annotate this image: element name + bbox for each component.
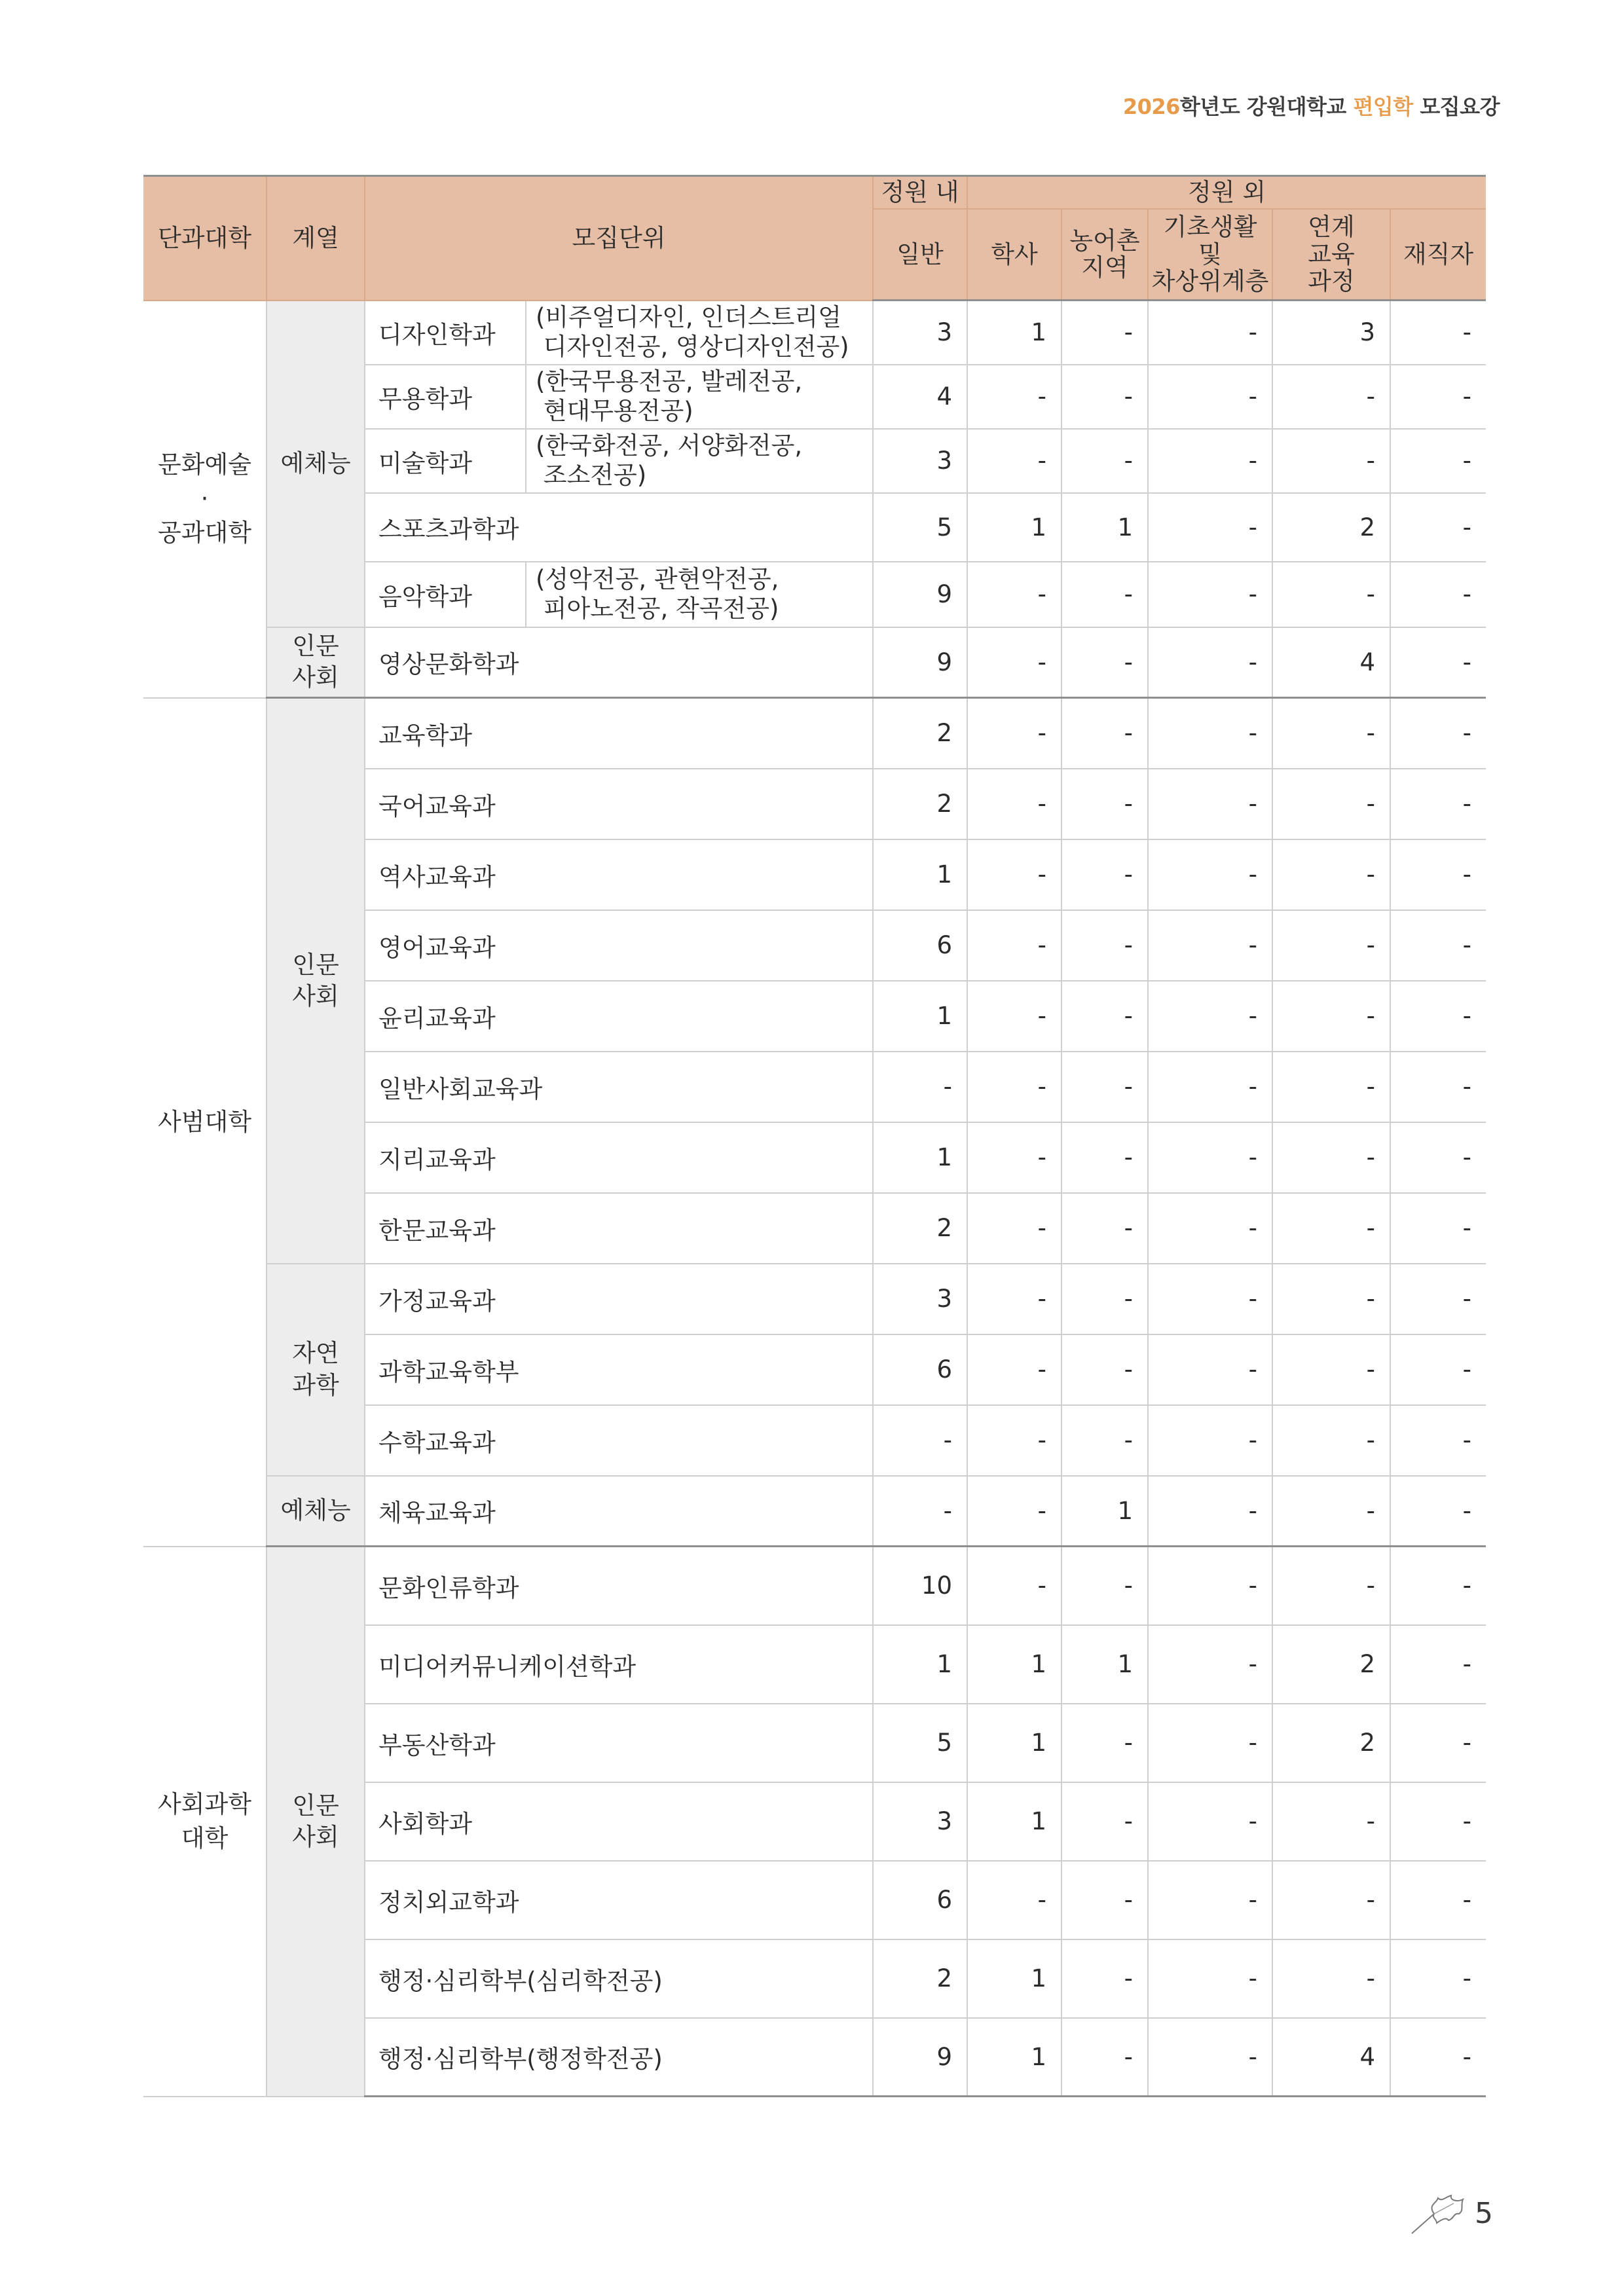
quota-linked-cell: - — [1272, 698, 1390, 769]
quota-employed-cell: - — [1390, 1334, 1486, 1405]
quota-bachelor-cell: - — [967, 698, 1061, 769]
quota-general-cell: 9 — [873, 562, 967, 627]
quota-basic-cell: - — [1148, 1476, 1272, 1547]
quota-bachelor-cell: - — [967, 910, 1061, 981]
quota-bachelor-cell: - — [967, 1547, 1061, 1625]
quota-rural-cell: - — [1061, 365, 1148, 429]
quota-rural-cell: 1 — [1061, 493, 1148, 562]
quota-rural-cell: - — [1061, 301, 1148, 365]
quota-rural-cell: - — [1061, 1939, 1148, 2018]
quota-bachelor-cell: 1 — [967, 493, 1061, 562]
dept-cell: 체육교육과 — [365, 1476, 873, 1547]
quota-employed-cell: - — [1390, 1264, 1486, 1334]
quota-general-cell: 6 — [873, 1334, 967, 1405]
quota-general-cell: 2 — [873, 1193, 967, 1264]
quota-general-cell: 3 — [873, 301, 967, 365]
quota-employed-cell: - — [1390, 1704, 1486, 1782]
series-cell: 인문 사회 — [267, 627, 365, 698]
quota-linked-cell: - — [1272, 910, 1390, 981]
quota-bachelor-cell: - — [967, 1476, 1061, 1547]
quota-basic-cell: - — [1148, 1264, 1272, 1334]
quota-rural-cell: - — [1061, 698, 1148, 769]
quota-linked-cell: - — [1272, 1861, 1390, 1939]
quota-bachelor-cell: - — [967, 1334, 1061, 1405]
quota-rural-cell: - — [1061, 1122, 1148, 1193]
quota-general-cell: - — [873, 1405, 967, 1476]
quota-employed-cell: - — [1390, 1782, 1486, 1861]
dept-cell: 과학교육학부 — [365, 1334, 873, 1405]
quota-employed-cell: - — [1390, 365, 1486, 429]
quota-employed-cell: - — [1390, 562, 1486, 627]
quota-general-cell: 1 — [873, 1122, 967, 1193]
quota-bachelor-cell: - — [967, 1264, 1061, 1334]
quota-basic-cell: - — [1148, 1052, 1272, 1122]
college-cell: 문화예술 · 공과대학 — [143, 301, 267, 698]
quota-basic-cell: - — [1148, 1861, 1272, 1939]
table-row — [143, 1547, 1486, 1625]
series-cell: 인문 사회 — [267, 698, 365, 1264]
quota-rural-cell: 1 — [1061, 1625, 1148, 1704]
quota-basic-cell: - — [1148, 1193, 1272, 1264]
header-highlight: 편입학 — [1353, 94, 1413, 119]
quota-linked-cell: 2 — [1272, 1625, 1390, 1704]
quota-linked-cell: - — [1272, 1939, 1390, 2018]
quota-basic-cell: - — [1148, 627, 1272, 698]
series-cell: 예체능 — [267, 301, 365, 627]
dept-cell: 역사교육과 — [365, 839, 873, 910]
quota-employed-cell: - — [1390, 1939, 1486, 2018]
quota-basic-cell: - — [1148, 839, 1272, 910]
quota-basic-cell: - — [1148, 1704, 1272, 1782]
dept-cell: 디자인학과 — [365, 301, 526, 365]
quota-rural-cell: - — [1061, 1782, 1148, 1861]
quota-linked-cell: - — [1272, 981, 1390, 1052]
dept-cell: 스포츠과학과 — [365, 493, 873, 562]
page-header — [1123, 90, 1500, 120]
quota-employed-cell: - — [1390, 1476, 1486, 1547]
quota-general-cell: 3 — [873, 1782, 967, 1861]
quota-employed-cell: - — [1390, 1122, 1486, 1193]
quota-linked-cell: - — [1272, 1052, 1390, 1122]
dept-cell: 영상문화학과 — [365, 627, 873, 698]
quota-bachelor-cell: - — [967, 365, 1061, 429]
quota-rural-cell: - — [1061, 1052, 1148, 1122]
quota-rural-cell: - — [1061, 1861, 1148, 1939]
dept-cell: 미디어커뮤니케이션학과 — [365, 1625, 873, 1704]
quota-bachelor-cell: - — [967, 1122, 1061, 1193]
quota-employed-cell: - — [1390, 839, 1486, 910]
series-cell: 자연 과학 — [267, 1264, 365, 1476]
table-row — [143, 698, 1486, 769]
major-cell: (한국무용전공, 발레전공, 현대무용전공) — [526, 365, 873, 429]
col-bachelor: 학사 — [967, 209, 1061, 301]
quota-bachelor-cell: - — [967, 1405, 1061, 1476]
quota-basic-cell: - — [1148, 493, 1272, 562]
col-unit: 모집단위 — [365, 176, 873, 301]
quota-general-cell: - — [873, 1052, 967, 1122]
quota-rural-cell: - — [1061, 429, 1148, 493]
quota-employed-cell: - — [1390, 769, 1486, 839]
quota-general-cell: - — [873, 1476, 967, 1547]
quota-linked-cell: - — [1272, 1547, 1390, 1625]
quota-linked-cell: - — [1272, 1193, 1390, 1264]
col-basic: 기초생활 및 차상위계층 — [1148, 209, 1272, 301]
quota-bachelor-cell: - — [967, 562, 1061, 627]
quota-rural-cell: - — [1061, 910, 1148, 981]
col-employed: 재직자 — [1390, 209, 1486, 301]
quota-employed-cell: - — [1390, 1405, 1486, 1476]
quota-employed-cell: - — [1390, 1625, 1486, 1704]
col-series: 계열 — [267, 176, 365, 301]
quota-bachelor-cell: 1 — [967, 1782, 1061, 1861]
quota-linked-cell: 3 — [1272, 301, 1390, 365]
college-cell: 사회과학 대학 — [143, 1547, 267, 2097]
quota-general-cell: 9 — [873, 2018, 967, 2097]
quota-linked-cell: - — [1272, 1476, 1390, 1547]
quota-bachelor-cell: 1 — [967, 1625, 1061, 1704]
page-number: 5 — [1475, 2197, 1493, 2230]
quota-employed-cell: - — [1390, 1193, 1486, 1264]
admission-quota-table — [143, 175, 1486, 2097]
quota-rural-cell: - — [1061, 627, 1148, 698]
quota-bachelor-cell: 1 — [967, 2018, 1061, 2097]
quota-general-cell: 1 — [873, 839, 967, 910]
quota-rural-cell: - — [1061, 1264, 1148, 1334]
table-row — [143, 301, 1486, 365]
quota-bachelor-cell: - — [967, 627, 1061, 698]
quota-linked-cell: 4 — [1272, 2018, 1390, 2097]
dept-cell: 국어교육과 — [365, 769, 873, 839]
oak-leaf-icon — [1408, 2190, 1466, 2236]
series-cell: 인문 사회 — [267, 1547, 365, 2097]
dept-cell: 지리교육과 — [365, 1122, 873, 1193]
quota-basic-cell: - — [1148, 365, 1272, 429]
col-linked: 연계 교육 과정 — [1272, 209, 1390, 301]
dept-cell: 교육학과 — [365, 698, 873, 769]
quota-employed-cell: - — [1390, 698, 1486, 769]
quota-linked-cell: 2 — [1272, 1704, 1390, 1782]
quota-basic-cell: - — [1148, 1122, 1272, 1193]
quota-basic-cell: - — [1148, 698, 1272, 769]
quota-linked-cell: - — [1272, 769, 1390, 839]
dept-cell: 영어교육과 — [365, 910, 873, 981]
quota-general-cell: 6 — [873, 1861, 967, 1939]
quota-linked-cell: 4 — [1272, 627, 1390, 698]
quota-bachelor-cell: - — [967, 1193, 1061, 1264]
quota-rural-cell: - — [1061, 839, 1148, 910]
dept-cell: 행정·심리학부(행정학전공) — [365, 2018, 873, 2097]
dept-cell: 부동산학과 — [365, 1704, 873, 1782]
quota-linked-cell: - — [1272, 365, 1390, 429]
dept-cell: 미술학과 — [365, 429, 526, 493]
quota-employed-cell: - — [1390, 493, 1486, 562]
quota-bachelor-cell: - — [967, 839, 1061, 910]
quota-general-cell: 6 — [873, 910, 967, 981]
quota-bachelor-cell: 1 — [967, 1939, 1061, 2018]
col-general: 일반 — [873, 209, 967, 301]
major-cell: (성악전공, 관현악전공, 피아노전공, 작곡전공) — [526, 562, 873, 627]
quota-general-cell: 2 — [873, 1939, 967, 2018]
quota-employed-cell: - — [1390, 981, 1486, 1052]
table-row — [143, 1476, 1486, 1547]
quota-basic-cell: - — [1148, 981, 1272, 1052]
table-row — [143, 1264, 1486, 1334]
quota-employed-cell: - — [1390, 2018, 1486, 2097]
dept-cell: 가정교육과 — [365, 1264, 873, 1334]
quota-bachelor-cell: - — [967, 1052, 1061, 1122]
quota-bachelor-cell: - — [967, 429, 1061, 493]
quota-basic-cell: - — [1148, 1547, 1272, 1625]
quota-rural-cell: - — [1061, 1547, 1148, 1625]
dept-cell: 음악학과 — [365, 562, 526, 627]
quota-employed-cell: - — [1390, 429, 1486, 493]
dept-cell: 한문교육과 — [365, 1193, 873, 1264]
dept-cell: 문화인류학과 — [365, 1547, 873, 1625]
dept-cell: 수학교육과 — [365, 1405, 873, 1476]
quota-linked-cell: - — [1272, 562, 1390, 627]
quota-employed-cell: - — [1390, 1052, 1486, 1122]
quota-basic-cell: - — [1148, 301, 1272, 365]
quota-general-cell: 3 — [873, 1264, 967, 1334]
quota-rural-cell: - — [1061, 1405, 1148, 1476]
quota-linked-cell: - — [1272, 429, 1390, 493]
quota-basic-cell: - — [1148, 769, 1272, 839]
quota-bachelor-cell: 1 — [967, 1704, 1061, 1782]
quota-general-cell: 4 — [873, 365, 967, 429]
header-year: 2026 — [1122, 94, 1180, 119]
dept-cell: 무용학과 — [365, 365, 526, 429]
quota-employed-cell: - — [1390, 627, 1486, 698]
quota-employed-cell: - — [1390, 301, 1486, 365]
quota-general-cell: 1 — [873, 1625, 967, 1704]
major-cell: (한국화전공, 서양화전공, 조소전공) — [526, 429, 873, 493]
quota-basic-cell: - — [1148, 429, 1272, 493]
quota-basic-cell: - — [1148, 1939, 1272, 2018]
quota-bachelor-cell: - — [967, 981, 1061, 1052]
major-cell: (비주얼디자인, 인더스트리얼 디자인전공, 영상디자인전공) — [526, 301, 873, 365]
quota-linked-cell: - — [1272, 1334, 1390, 1405]
quota-general-cell: 1 — [873, 981, 967, 1052]
dept-cell: 사회학과 — [365, 1782, 873, 1861]
quota-basic-cell: - — [1148, 910, 1272, 981]
quota-rural-cell: - — [1061, 2018, 1148, 2097]
quota-linked-cell: 2 — [1272, 493, 1390, 562]
quota-rural-cell: 1 — [1061, 1476, 1148, 1547]
quota-basic-cell: - — [1148, 562, 1272, 627]
quota-basic-cell: - — [1148, 2018, 1272, 2097]
quota-bachelor-cell: - — [967, 1861, 1061, 1939]
quota-rural-cell: - — [1061, 562, 1148, 627]
quota-employed-cell: - — [1390, 1547, 1486, 1625]
dept-cell: 행정·심리학부(심리학전공) — [365, 1939, 873, 2018]
quota-basic-cell: - — [1148, 1625, 1272, 1704]
quota-bachelor-cell: - — [967, 769, 1061, 839]
quota-rural-cell: - — [1061, 1334, 1148, 1405]
quota-basic-cell: - — [1148, 1782, 1272, 1861]
quota-general-cell: 5 — [873, 1704, 967, 1782]
quota-linked-cell: - — [1272, 1782, 1390, 1861]
quota-linked-cell: - — [1272, 1122, 1390, 1193]
dept-cell: 윤리교육과 — [365, 981, 873, 1052]
quota-general-cell: 5 — [873, 493, 967, 562]
quota-linked-cell: - — [1272, 1264, 1390, 1334]
quota-general-cell: 2 — [873, 698, 967, 769]
quota-rural-cell: - — [1061, 769, 1148, 839]
dept-cell: 일반사회교육과 — [365, 1052, 873, 1122]
quota-linked-cell: - — [1272, 839, 1390, 910]
series-cell: 예체능 — [267, 1476, 365, 1547]
quota-employed-cell: - — [1390, 910, 1486, 981]
quota-basic-cell: - — [1148, 1334, 1272, 1405]
quota-linked-cell: - — [1272, 1405, 1390, 1476]
table-row — [143, 627, 1486, 698]
col-college: 단과대학 — [143, 176, 267, 301]
quota-general-cell: 9 — [873, 627, 967, 698]
college-cell: 사범대학 — [143, 698, 267, 1547]
col-within: 정원 내 — [873, 176, 967, 209]
quota-employed-cell: - — [1390, 1861, 1486, 1939]
quota-rural-cell: - — [1061, 981, 1148, 1052]
quota-rural-cell: - — [1061, 1704, 1148, 1782]
quota-rural-cell: - — [1061, 1193, 1148, 1264]
quota-general-cell: 3 — [873, 429, 967, 493]
dept-cell: 정치외교학과 — [365, 1861, 873, 1939]
quota-general-cell: 10 — [873, 1547, 967, 1625]
quota-bachelor-cell: 1 — [967, 301, 1061, 365]
quota-basic-cell: - — [1148, 1405, 1272, 1476]
col-outside: 정원 외 — [967, 176, 1486, 209]
col-rural: 농어촌 지역 — [1061, 209, 1148, 301]
quota-general-cell: 2 — [873, 769, 967, 839]
header-text-1: 학년도 강원대학교 — [1179, 94, 1354, 119]
header-text-2: 모집요강 — [1412, 94, 1500, 119]
